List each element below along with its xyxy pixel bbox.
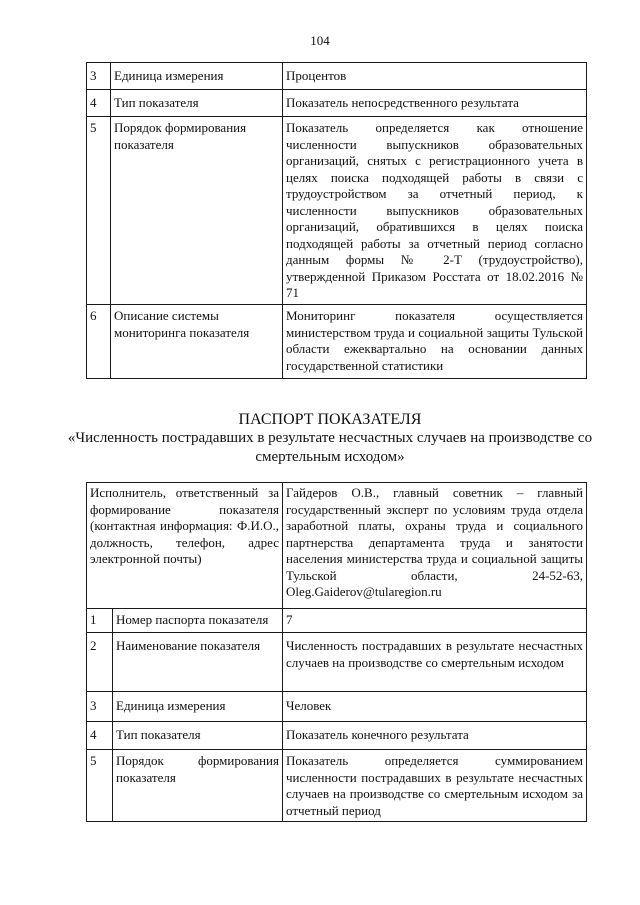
table-row (87, 750, 587, 822)
row-label: Описание системы мониторинга показателя (111, 305, 283, 379)
row-value: Численность пострадавших в результате несчастных случаев на производстве со смертельным исходом (283, 633, 587, 692)
table-row (87, 692, 587, 722)
page-number: 104 (310, 33, 330, 48)
row-number: 1 (87, 609, 113, 633)
row-label: Тип показателя (111, 90, 283, 117)
table-row (87, 633, 587, 692)
row-number: 3 (87, 63, 111, 90)
row-value: Показатель непосредственного результата (283, 90, 587, 117)
row-value: Показатель определяется как отношение численности выпускников образовательных организаций, снятых с регистрационного учета в целях поиска подходящей работы в связи с трудоустройством за отчетный период, к численности выпускников образовательных организаций, обратившихся в целях поиска подходящей работы за отчетный период согласно данным формы № 2-Т (трудоустройство), утвержденной Приказом Росстата от 18.02.2016 № 71 (283, 117, 587, 305)
row-value: Показатель конечного результата (283, 722, 587, 750)
row-value: Процентов (283, 63, 587, 90)
table-row (87, 63, 587, 90)
row-value: Показатель определяется суммированием численности пострадавших в результате несчастных случаев на производстве со смертельным исходом за отчетный период (283, 750, 587, 822)
row-value: Человек (283, 692, 587, 722)
row-number: 6 (87, 305, 111, 379)
executor-value: Гайдеров О.В., главный советник – главный государственный эксперт по условиям труда отдела заработной платы, охраны труда и социального партнерства департамента труда и занятости населения министерства труда и социальной защиты Тульской области, 24-52-63, Oleg.Gaiderov@tularegion.ru (283, 483, 587, 609)
row-number: 2 (87, 633, 113, 692)
row-number: 4 (87, 90, 111, 117)
indicator-table-continued (86, 62, 587, 379)
row-value: 7 (283, 609, 587, 633)
row-number: 3 (87, 692, 113, 722)
passport-table (86, 482, 587, 822)
table-row (87, 305, 587, 379)
row-label: Единица измерения (113, 692, 283, 722)
passport-title-block (60, 410, 600, 467)
passport-subtitle: «Численность пострадавших в результате несчастных случаев на производстве со смертельным исходом» (67, 430, 593, 465)
executor-label: Исполнитель, ответственный за формирование показателя (контактная информация: Ф.И.О., должность, телефон, адрес электронной почты) (87, 483, 283, 609)
table-row (87, 722, 587, 750)
passport-title: ПАСПОРТ ПОКАЗАТЕЛЯ (238, 411, 422, 428)
row-label: Порядок формирования показателя (111, 117, 283, 305)
row-label: Тип показателя (113, 722, 283, 750)
row-value: Мониторинг показателя осуществляется министерством труда и социальной защиты Тульской области ежеквартально на основании данных государственной статистики (283, 305, 587, 379)
row-label: Порядок формирования показателя (113, 750, 283, 822)
table-row (87, 117, 587, 305)
executor-row (87, 483, 587, 609)
row-number: 5 (87, 750, 113, 822)
row-label: Единица измерения (111, 63, 283, 90)
row-label: Номер паспорта показателя (113, 609, 283, 633)
row-number: 4 (87, 722, 113, 750)
table-row (87, 609, 587, 633)
row-label: Наименование показателя (113, 633, 283, 692)
row-number: 5 (87, 117, 111, 305)
table-row (87, 90, 587, 117)
